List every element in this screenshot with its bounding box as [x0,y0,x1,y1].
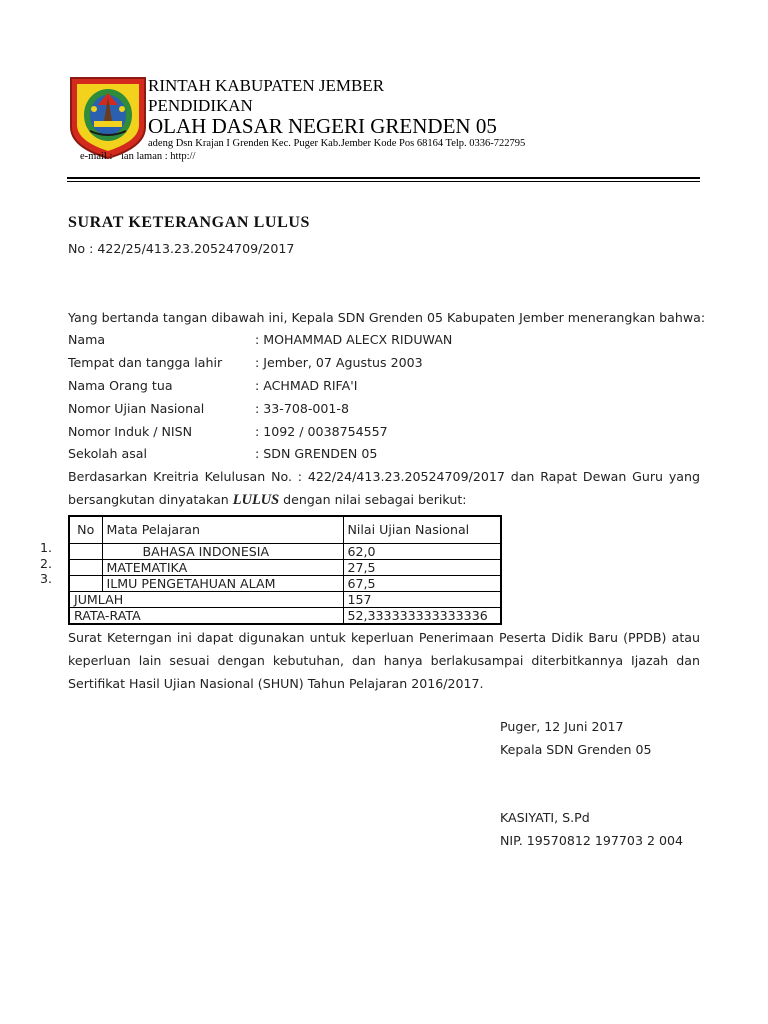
letterhead-divider-thin [67,181,700,182]
total-value: 157 [343,592,501,608]
row-number-3: 3. [40,571,53,586]
cell-subject [102,576,343,592]
field-value-parent: : ACHMAD RIFA'I [255,378,358,393]
average-label: RATA-RATA [69,608,343,625]
header-no: No [69,516,102,544]
letter-intro: Yang bertanda tangan dibawah ini, Kepala SDN Grenden 05 Kabupaten Jember menerangkan bahwa: [68,310,706,325]
cell-score: 27,5 [343,560,501,576]
signature-name: KASIYATI, S.Pd [500,810,590,825]
letterhead-line-2: PENDIDIKAN [148,96,253,115]
header-score: Nilai Ujian Nasional [343,516,501,544]
letterhead-school-name: OLAH DASAR NEGERI GRENDEN 05 [148,114,497,138]
field-label-birth: Tempat dan tangga lahir [68,355,223,370]
row-number-1: 1. [40,540,53,555]
cell-subject [102,544,343,560]
total-label: JUMLAH [69,592,343,608]
field-label-nisn: Nomor Induk / NISN [68,424,193,439]
lulus-status: LULUS [232,492,280,508]
field-value-school: : SDN GRENDEN 05 [255,446,378,461]
letter-title: SURAT KETERANGAN LULUS [68,214,310,231]
letterhead-website: ıan laman : http:// [121,151,196,162]
grades-table [68,515,502,625]
table-row [69,576,501,592]
criteria-line-2-start: bersangkutan dinyatakan [68,492,233,507]
field-value-birth: : Jember, 07 Agustus 2003 [255,355,423,370]
header-subject: Mata Pelajaran [102,516,343,544]
subject-label: BAHASA INDONESIA [142,544,270,559]
row-number-2: 2. [40,556,53,571]
field-value-exam-number: : 33-708-001-8 [255,401,349,416]
table-row [69,544,501,560]
field-value-nisn: : 1092 / 0038754557 [255,424,388,439]
cell-no [69,544,102,560]
letterhead-divider-thick [67,177,700,179]
field-label-name: Nama [68,332,106,347]
cell-no [69,560,102,576]
cell-no [69,576,102,592]
field-value-name: : MOHAMMAD ALECX RIDUWAN [255,332,453,347]
cell-score: 62,0 [343,544,501,560]
field-label-school: Sekolah asal [68,446,147,461]
letterhead-address: adeng Dsn Krajan I Grenden Kec. Puger Kab.Jember Kode Pos 68164 Telp. 0336-722795 [148,138,526,149]
criteria-line-2 [68,492,467,509]
letter-number: No : 422/25/413.23.20524709/2017 [68,241,295,256]
jember-regency-emblem [68,75,148,160]
signature-nip: NIP. 19570812 197703 2 004 [500,833,684,848]
subject-label: ILMU PENGETAHUAN ALAM [106,576,276,591]
subject-label: MATEMATIKA [106,560,188,575]
criteria-line-2-end: dengan nilai sebagai berikut: [279,492,467,507]
closing-line-3: Sertifikat Hasil Ujian Nasional (SHUN) Tahun Pelajaran 2016/2017. [68,676,484,691]
field-label-exam-number: Nomor Ujian Nasional [68,401,205,416]
table-total-row [69,592,501,608]
signature-position: Kepala SDN Grenden 05 [500,742,652,757]
cell-score: 67,5 [343,576,501,592]
letterhead-email: e-mail : [80,151,113,162]
cell-subject [102,560,343,576]
table-header-row [69,516,501,544]
closing-line-1: Surat Keterngan ini dapat digunakan untuk keperluan Penerimaan Peserta Didik Baru (PPDB) atau [68,630,700,645]
signature-place-date: Puger, 12 Juni 2017 [500,719,624,734]
field-label-parent: Nama Orang tua [68,378,173,393]
table-average-row [69,608,501,625]
letterhead-line-1: RINTAH KABUPATEN JEMBER [148,76,385,95]
criteria-line-1: Berdasarkan Kreitria Kelulusan No. : 422/24/413.23.20524709/2017 dan Rapat Dewan Guru yang [68,469,700,484]
average-value: 52,333333333333336 [343,608,501,625]
closing-line-2: keperluan lain sesuai dengan kebutuhan, dan hanya berlakusampai diterbitkannya Ijazah dan [68,653,700,668]
table-row [69,560,501,576]
